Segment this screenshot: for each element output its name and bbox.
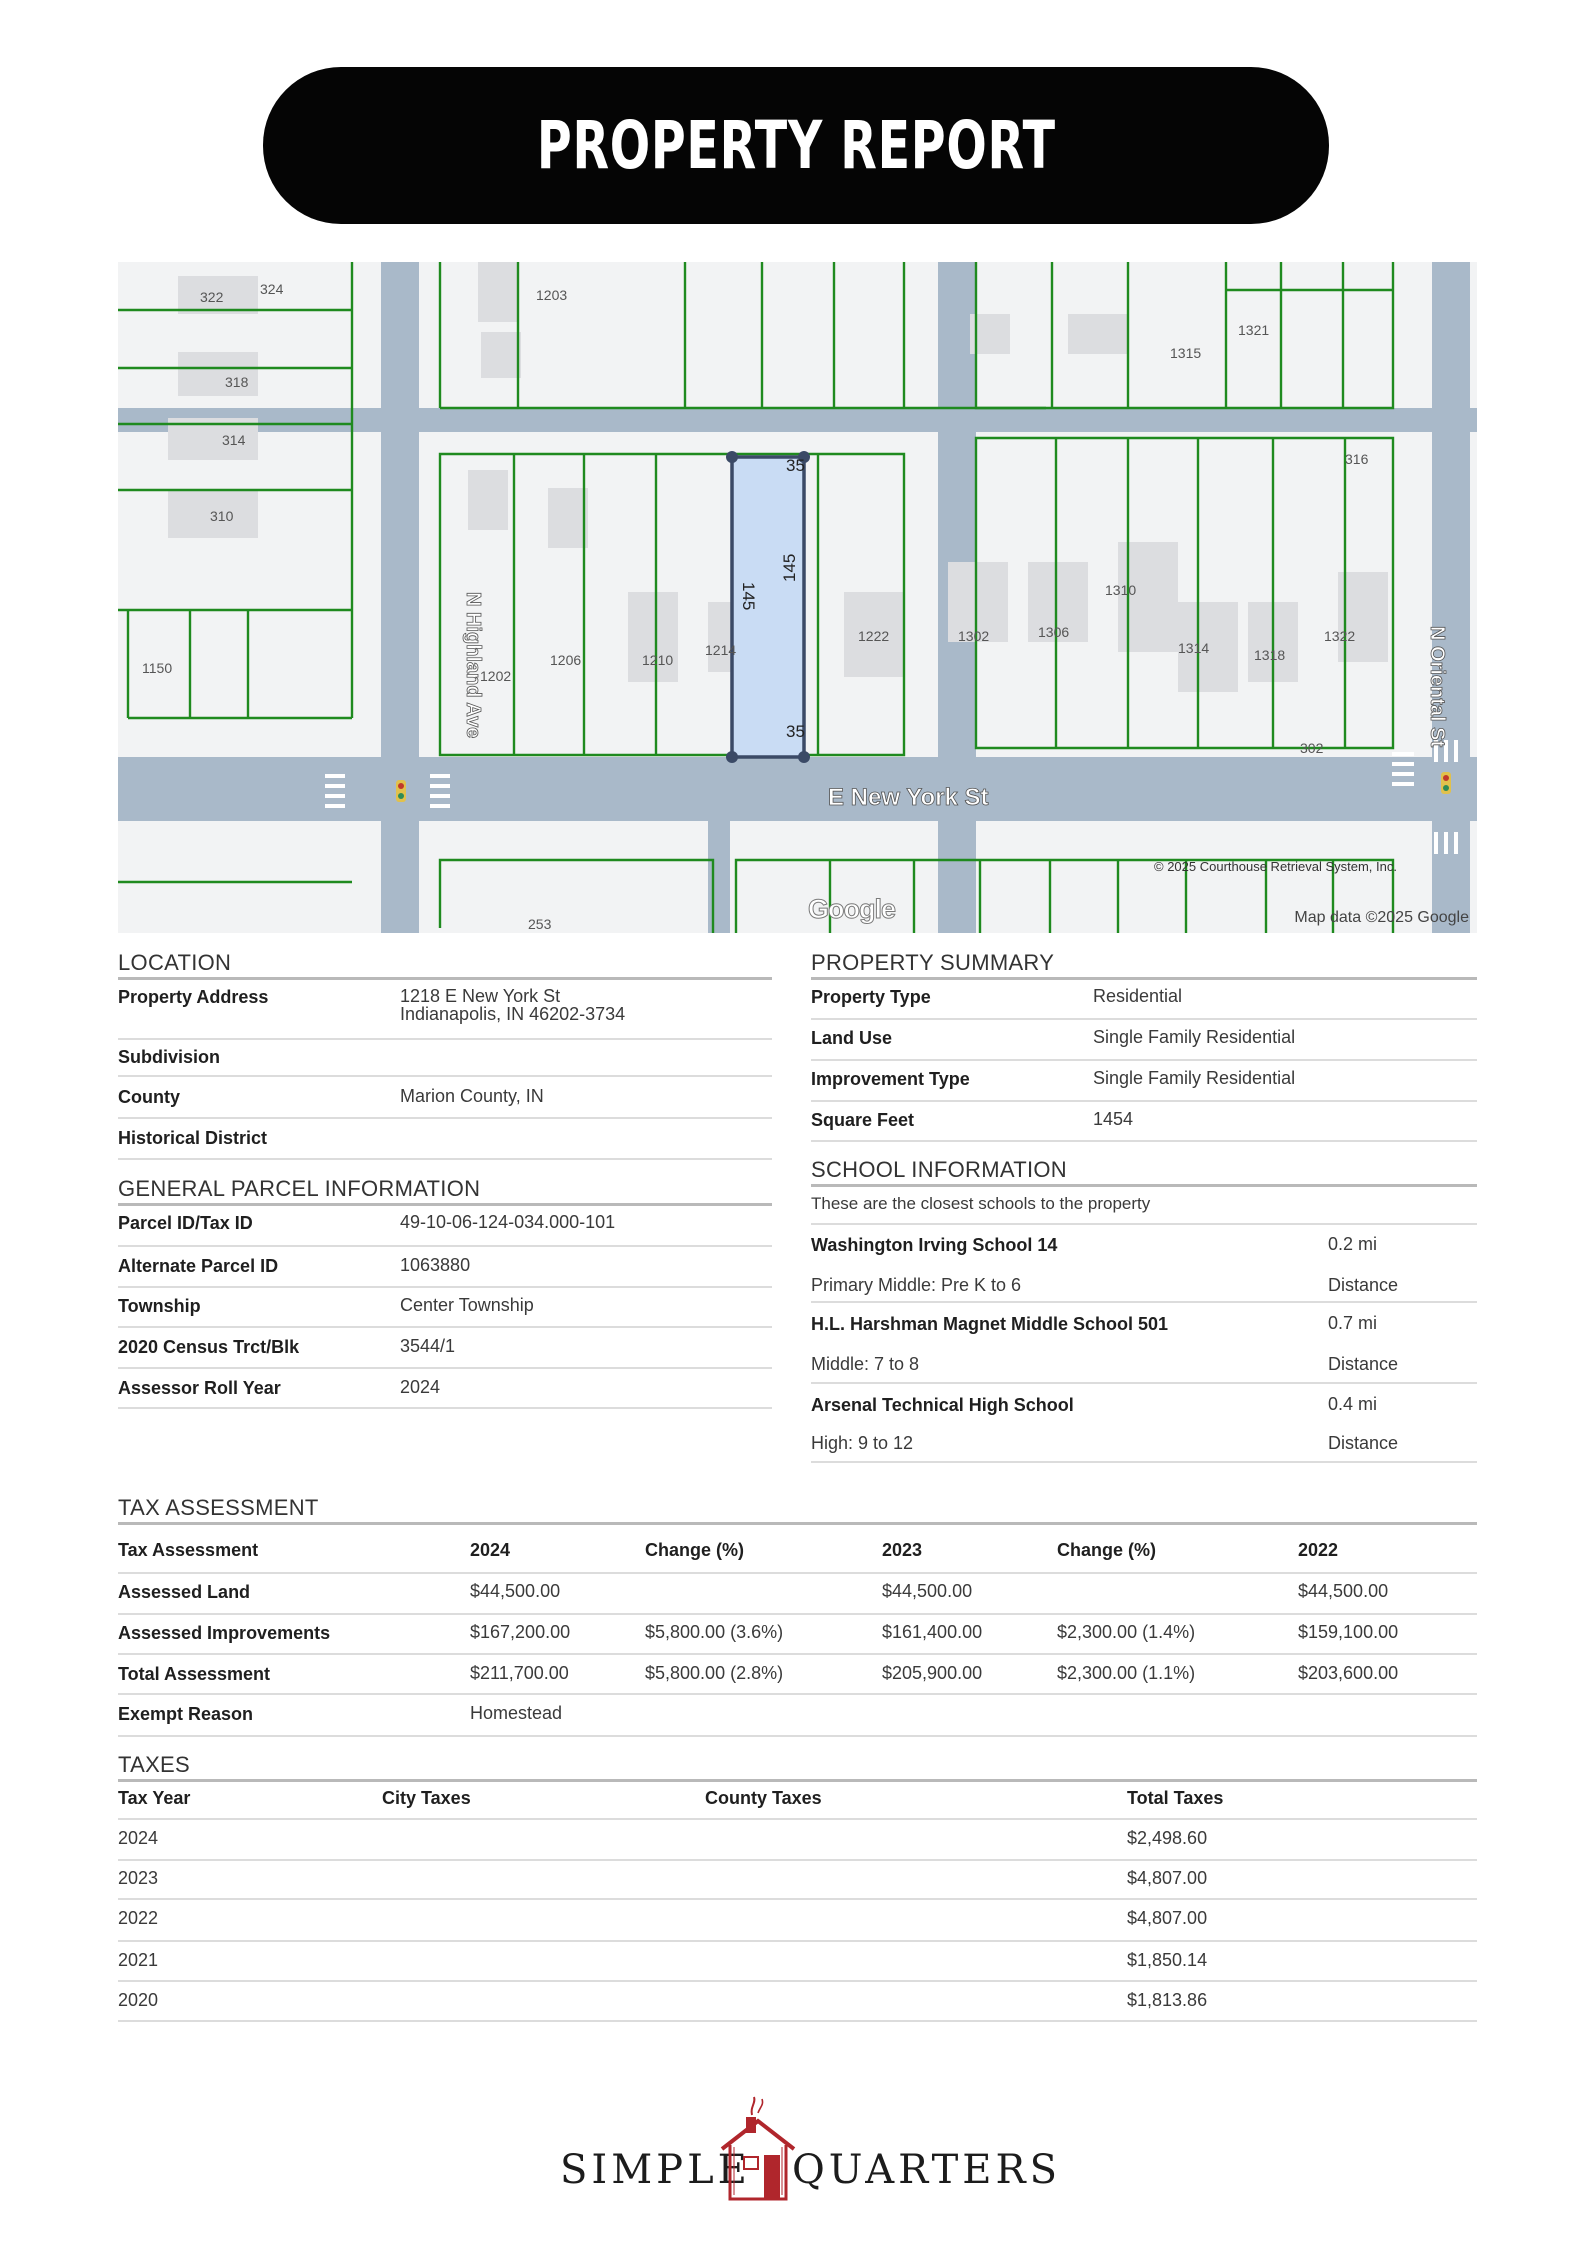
lot-label: 1310 (1105, 582, 1137, 598)
taxes-total: $1,813.86 (1127, 1990, 1208, 2010)
page-title: PROPERTY REPORT (536, 107, 1056, 184)
lot-label: 1206 (550, 652, 582, 668)
lot-label: 1321 (1238, 322, 1270, 338)
tax-assessment-title: TAX ASSESSMENT (118, 1495, 319, 1520)
ta-cell: $44,500.00 (470, 1581, 561, 1601)
lot-label: 302 (1300, 740, 1324, 756)
taxes-total: $4,807.00 (1127, 1908, 1208, 1928)
parcel-row (118, 1369, 772, 1409)
lot-label: 1214 (705, 642, 737, 658)
taxes-row (118, 1820, 1477, 1861)
school-distance: 0.2 mi (1328, 1234, 1378, 1254)
ta-header: 2024 (470, 1540, 511, 1560)
school-distance-label: Distance (1328, 1275, 1399, 1295)
summary-row (811, 1061, 1477, 1102)
taxes-title: TAXES (118, 1752, 191, 1777)
location-label: Historical District (118, 1128, 268, 1148)
lot-label: 253 (528, 916, 552, 932)
location-row (118, 980, 772, 1040)
summary-label: Land Use (811, 1028, 893, 1048)
ta-cell: $159,100.00 (1298, 1622, 1399, 1642)
taxes-row (118, 1861, 1477, 1900)
map-attribution-courthouse: © 2025 Courthouse Retrieval System, Inc. (1154, 859, 1397, 874)
logo-word-quarters: QUARTERS (792, 2147, 1061, 2193)
ta-cell: Exempt Reason (118, 1704, 254, 1724)
depth-label-left: 145 (739, 582, 758, 611)
location-value: Marion County, IN (400, 1086, 544, 1106)
taxes-header-cell: Tax Year (118, 1788, 191, 1808)
ta-header: 2022 (1298, 1540, 1339, 1560)
lot-label: 1302 (958, 628, 990, 644)
tax-assessment-row (118, 1615, 1477, 1655)
frontage-label-bottom: 35 (786, 722, 805, 741)
lot-label: 1306 (1038, 624, 1070, 640)
summary-title: PROPERTY SUMMARY (811, 950, 1055, 975)
lot-label: 1210 (642, 652, 674, 668)
lot-label: 310 (210, 508, 234, 524)
ta-cell: Assessed Improvements (118, 1623, 331, 1643)
ta-cell: Homestead (470, 1703, 563, 1723)
parcel-title: GENERAL PARCEL INFORMATION (118, 1176, 481, 1201)
taxes-row (118, 1982, 1477, 2022)
location-label: Subdivision (118, 1047, 221, 1067)
taxes-row (118, 1942, 1477, 1982)
ta-cell: $44,500.00 (1298, 1581, 1389, 1601)
school-name: Washington Irving School 14 (811, 1235, 1058, 1255)
ta-header: 2023 (882, 1540, 923, 1560)
school-item (811, 1384, 1477, 1463)
location-label: County (118, 1087, 180, 1107)
taxes-year: 2022 (118, 1908, 159, 1928)
location-row (118, 1077, 772, 1119)
parcel-value: 3544/1 (400, 1336, 456, 1356)
school-distance-label: Distance (1328, 1354, 1399, 1374)
summary-label: Square Feet (811, 1110, 915, 1130)
ta-cell: $44,500.00 (882, 1581, 973, 1601)
taxes-header-cell: County Taxes (705, 1788, 822, 1808)
school-name: H.L. Harshman Magnet Middle School 501 (811, 1314, 1169, 1334)
summary-value: Single Family Residential (1093, 1027, 1296, 1047)
summary-label: Property Type (811, 987, 931, 1007)
parcel-label: Township (118, 1296, 201, 1316)
lot-label: 1202 (480, 668, 512, 684)
lot-label: 314 (222, 432, 246, 448)
parcel-value: 2024 (400, 1377, 441, 1397)
taxes-header-cell: City Taxes (382, 1788, 471, 1808)
lot-label: 1315 (1170, 345, 1202, 361)
brand-logo (560, 2095, 1061, 2205)
map-attribution-google: Map data ©2025 Google (1294, 909, 1469, 926)
frontage-label-top: 35 (786, 456, 805, 475)
location-row (118, 1119, 772, 1160)
ta-cell: $205,900.00 (882, 1663, 983, 1683)
road-south-alley (708, 821, 730, 933)
ta-cell: $5,800.00 (3.6%) (645, 1622, 784, 1642)
map-graphic (118, 262, 1477, 933)
ta-cell: Assessed Land (118, 1582, 251, 1602)
school-distance: 0.4 mi (1328, 1394, 1378, 1414)
parcel-map[interactable] (118, 262, 1477, 933)
school-grades: Primary Middle: Pre K to 6 (811, 1275, 1022, 1295)
logo-word-simple: SIMPLE (560, 2147, 751, 2193)
location-value: 1218 E New York St (400, 986, 561, 1006)
summary-row (811, 1102, 1477, 1142)
google-logo: Google (808, 894, 895, 924)
taxes-year: 2024 (118, 1828, 159, 1848)
tax-assessment-row (118, 1655, 1477, 1695)
parcel-row (118, 1328, 772, 1369)
school-item (811, 1225, 1477, 1303)
ta-cell: $5,800.00 (2.8%) (645, 1663, 784, 1683)
house-icon (720, 2095, 796, 2205)
lot-label: 1150 (142, 660, 173, 676)
street-label-new-york: E New York St (828, 784, 989, 811)
lot-label: 1314 (1178, 640, 1210, 656)
lot-label: 1318 (1254, 647, 1286, 663)
location-label: Property Address (118, 987, 269, 1007)
summary-label: Improvement Type (811, 1069, 970, 1089)
summary-row (811, 1020, 1477, 1061)
parcel-row (118, 1247, 772, 1288)
schools-title: SCHOOL INFORMATION (811, 1157, 1067, 1182)
school-grades: Middle: 7 to 8 (811, 1354, 920, 1374)
street-label-oriental: N Oriental St (1426, 626, 1448, 748)
summary-value: Residential (1093, 986, 1183, 1006)
summary-value: 1454 (1093, 1109, 1134, 1129)
schools-intro: These are the closest schools to the property (811, 1194, 1151, 1213)
parcel-label: Parcel ID/Tax ID (118, 1213, 253, 1233)
lot-label: 322 (200, 289, 224, 305)
schools-intro-row (811, 1187, 1477, 1225)
taxes-year: 2021 (118, 1950, 159, 1970)
parcel-row (118, 1288, 772, 1328)
ta-header: Tax Assessment (118, 1540, 259, 1560)
ta-header: Change (%) (1057, 1540, 1156, 1560)
parcel-value: 1063880 (400, 1255, 471, 1275)
location-title: LOCATION (118, 950, 232, 975)
location-value-line2: Indianapolis, IN 46202-3734 (400, 1004, 626, 1024)
parcel-label: Alternate Parcel ID (118, 1256, 279, 1276)
street-label-highland: N Highland Ave (462, 592, 484, 739)
school-grades: High: 9 to 12 (811, 1433, 914, 1453)
lot-label: 318 (225, 374, 249, 390)
school-name: Arsenal Technical High School (811, 1395, 1074, 1415)
parcel-label: Assessor Roll Year (118, 1378, 281, 1398)
parcel-value: Center Township (400, 1295, 534, 1315)
summary-row (811, 980, 1477, 1020)
location-row (118, 1040, 772, 1077)
tax-assessment-header (118, 1525, 1477, 1574)
tax-assessment-row (118, 1574, 1477, 1615)
depth-label-right: 145 (780, 553, 799, 582)
lot-label: 1203 (536, 287, 568, 303)
lot-label: 324 (260, 281, 284, 297)
taxes-total: $2,498.60 (1127, 1828, 1208, 1848)
ta-header: Change (%) (645, 1540, 744, 1560)
parcel-label: 2020 Census Trct/Blk (118, 1337, 300, 1357)
tax-assessment-row (118, 1695, 1477, 1737)
parcel-value: 49-10-06-124-034.000-101 (400, 1212, 616, 1232)
taxes-total: $1,850.14 (1127, 1950, 1208, 1970)
ta-cell: $2,300.00 (1.1%) (1057, 1663, 1196, 1683)
ta-cell: $167,200.00 (470, 1622, 571, 1642)
taxes-header (118, 1782, 1477, 1820)
ta-cell: $203,600.00 (1298, 1663, 1399, 1683)
ta-cell: $211,700.00 (470, 1663, 569, 1683)
title-banner (263, 67, 1329, 224)
lot-label: 1322 (1324, 628, 1356, 644)
taxes-row (118, 1900, 1477, 1942)
ta-cell: $2,300.00 (1.4%) (1057, 1622, 1196, 1642)
taxes-year: 2023 (118, 1868, 159, 1888)
road-upper (118, 408, 1477, 432)
taxes-year: 2020 (118, 1990, 159, 2010)
school-distance-label: Distance (1328, 1433, 1399, 1453)
road-new-york (118, 757, 1477, 821)
school-distance: 0.7 mi (1328, 1313, 1378, 1333)
ta-cell: Total Assessment (118, 1664, 271, 1684)
school-item (811, 1303, 1477, 1384)
taxes-total: $4,807.00 (1127, 1868, 1208, 1888)
road-highland (381, 262, 419, 933)
summary-value: Single Family Residential (1093, 1068, 1296, 1088)
taxes-header-cell: Total Taxes (1127, 1788, 1224, 1808)
parcel-row (118, 1206, 772, 1247)
lot-label: 1222 (858, 628, 890, 644)
ta-cell: $161,400.00 (882, 1622, 983, 1642)
lot-label: 316 (1345, 451, 1369, 467)
